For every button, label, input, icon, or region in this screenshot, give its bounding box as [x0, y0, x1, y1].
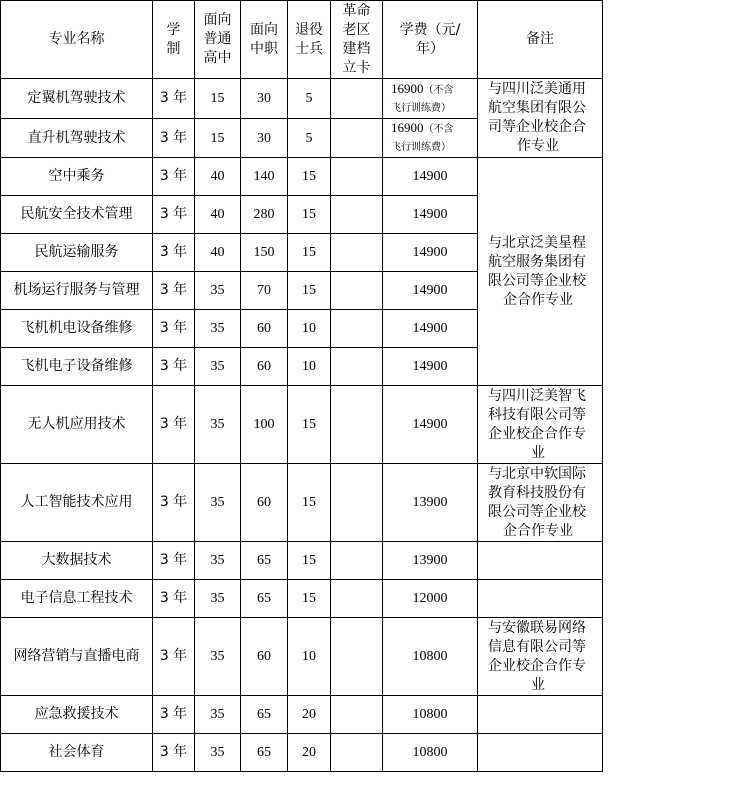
- highschool-quota: 35: [195, 542, 241, 580]
- oldarea-quota: [331, 348, 383, 386]
- veteran-quota: 5: [288, 119, 331, 158]
- oldarea-quota: [331, 696, 383, 734]
- vocational-quota: 65: [241, 734, 288, 772]
- highschool-quota: 40: [195, 196, 241, 234]
- highschool-quota: 35: [195, 386, 241, 464]
- veteran-quota: 10: [288, 618, 331, 696]
- header-duration: 学制: [153, 1, 195, 79]
- fee-note-cont: 飞行训练费）: [391, 142, 451, 153]
- duration-cell: 3 年: [153, 310, 195, 348]
- duration-cell: 3 年: [153, 618, 195, 696]
- header-highschool: 面向普通高中: [195, 1, 241, 79]
- remark-cell: 与北京中软国际 教育科技股份有 限公司等企业校 企合作专业: [478, 464, 603, 542]
- veteran-quota: 20: [288, 734, 331, 772]
- veteran-quota: 15: [288, 580, 331, 618]
- oldarea-quota: [331, 196, 383, 234]
- veteran-quota: 15: [288, 234, 331, 272]
- highschool-quota: 35: [195, 348, 241, 386]
- vocational-quota: 100: [241, 386, 288, 464]
- oldarea-quota: [331, 618, 383, 696]
- fee-cell: 13900: [383, 464, 478, 542]
- highschool-quota: 35: [195, 464, 241, 542]
- major-name: 空中乘务: [1, 158, 153, 196]
- oldarea-quota: [331, 272, 383, 310]
- table-row: [1, 618, 603, 696]
- highschool-quota: 35: [195, 310, 241, 348]
- oldarea-quota: [331, 580, 383, 618]
- table-row: [1, 158, 603, 196]
- major-name: 民航运输服务: [1, 234, 153, 272]
- fee-cell: 14900: [383, 158, 478, 196]
- major-name: 大数据技术: [1, 542, 153, 580]
- vocational-quota: 70: [241, 272, 288, 310]
- major-name: 飞机电子设备维修: [1, 348, 153, 386]
- major-name: 应急救援技术: [1, 696, 153, 734]
- fee-cell: [383, 79, 478, 119]
- header-oldarea: 革命老区建档立卡: [331, 1, 383, 79]
- highschool-quota: 15: [195, 79, 241, 119]
- major-name: 机场运行服务与管理: [1, 272, 153, 310]
- major-name: 人工智能技术应用: [1, 464, 153, 542]
- fee-cell: 14900: [383, 272, 478, 310]
- duration-cell: 3 年: [153, 348, 195, 386]
- fee-cell: 10800: [383, 734, 478, 772]
- veteran-quota: 20: [288, 696, 331, 734]
- table-row: [1, 542, 603, 580]
- vocational-quota: 65: [241, 580, 288, 618]
- major-name: 社会体育: [1, 734, 153, 772]
- fee-cell: 12000: [383, 580, 478, 618]
- highschool-quota: 35: [195, 618, 241, 696]
- veteran-quota: 15: [288, 158, 331, 196]
- duration-cell: 3 年: [153, 542, 195, 580]
- veteran-quota: 15: [288, 196, 331, 234]
- fee-amount: 16900: [391, 80, 424, 96]
- header-major: 专业名称: [1, 1, 153, 79]
- fee-note-cont: 飞行训练费）: [391, 102, 451, 114]
- veteran-quota: 10: [288, 348, 331, 386]
- duration-cell: 3 年: [153, 386, 195, 464]
- fee-cell: 14900: [383, 386, 478, 464]
- header-row: [1, 1, 603, 79]
- highschool-quota: 40: [195, 158, 241, 196]
- highschool-quota: 15: [195, 119, 241, 158]
- fee-note: （不含: [423, 124, 454, 135]
- oldarea-quota: [331, 386, 383, 464]
- remark-cell: 与四川泛美通用 航空集团有限公 司等企业校企合 作专业: [478, 79, 603, 158]
- highschool-quota: 35: [195, 696, 241, 734]
- duration-cell: 3 年: [153, 79, 195, 119]
- veteran-quota: 15: [288, 542, 331, 580]
- duration-cell: 3 年: [153, 580, 195, 618]
- vocational-quota: 140: [241, 158, 288, 196]
- oldarea-quota: [331, 464, 383, 542]
- table-row: [1, 580, 603, 618]
- oldarea-quota: [331, 234, 383, 272]
- remark-cell-empty: [478, 542, 603, 580]
- fee-cell: 13900: [383, 542, 478, 580]
- table-row: [1, 464, 603, 542]
- fee-note: （不含: [423, 84, 454, 96]
- duration-cell: 3 年: [153, 734, 195, 772]
- fee-cell: 10800: [383, 618, 478, 696]
- table-row: [1, 696, 603, 734]
- vocational-quota: 65: [241, 696, 288, 734]
- remark-cell: 与安徽联易网络 信息有限公司等 企业校企合作专 业: [478, 618, 603, 696]
- fee-cell: 14900: [383, 234, 478, 272]
- remark-cell: 与北京泛美星程 航空服务集团有 限公司等企业校 企合作专业: [478, 158, 603, 386]
- vocational-quota: 30: [241, 119, 288, 158]
- oldarea-quota: [331, 119, 383, 158]
- major-name: 电子信息工程技术: [1, 580, 153, 618]
- table-row: [1, 734, 603, 772]
- remark-cell: 与四川泛美智飞 科技有限公司等 企业校企合作专 业: [478, 386, 603, 464]
- oldarea-quota: [331, 79, 383, 119]
- header-fee: 学费（元/年）: [383, 1, 478, 79]
- highschool-quota: 35: [195, 272, 241, 310]
- major-name: 无人机应用技术: [1, 386, 153, 464]
- veteran-quota: 5: [288, 79, 331, 119]
- major-name: 飞机机电设备维修: [1, 310, 153, 348]
- header-vocational: 面向中职: [241, 1, 288, 79]
- fee-cell: 10800: [383, 696, 478, 734]
- duration-cell: 3 年: [153, 119, 195, 158]
- remark-cell-empty: [478, 696, 603, 734]
- highschool-quota: 35: [195, 580, 241, 618]
- vocational-quota: 30: [241, 79, 288, 119]
- fee-cell: [383, 119, 478, 158]
- vocational-quota: 60: [241, 310, 288, 348]
- duration-cell: 3 年: [153, 196, 195, 234]
- oldarea-quota: [331, 734, 383, 772]
- highschool-quota: 35: [195, 734, 241, 772]
- vocational-quota: 60: [241, 464, 288, 542]
- vocational-quota: 280: [241, 196, 288, 234]
- major-name: 民航安全技术管理: [1, 196, 153, 234]
- remark-cell-empty: [478, 580, 603, 618]
- veteran-quota: 15: [288, 386, 331, 464]
- oldarea-quota: [331, 310, 383, 348]
- vocational-quota: 150: [241, 234, 288, 272]
- fee-amount: 16900: [391, 120, 424, 135]
- table-row: [1, 386, 603, 464]
- duration-cell: 3 年: [153, 696, 195, 734]
- oldarea-quota: [331, 158, 383, 196]
- vocational-quota: 60: [241, 618, 288, 696]
- oldarea-quota: [331, 542, 383, 580]
- major-name: 直升机驾驶技术: [1, 119, 153, 158]
- fee-cell: 14900: [383, 196, 478, 234]
- duration-cell: 3 年: [153, 272, 195, 310]
- remark-cell-empty: [478, 734, 603, 772]
- duration-cell: 3 年: [153, 234, 195, 272]
- duration-cell: 3 年: [153, 464, 195, 542]
- table-row: [1, 79, 603, 119]
- highschool-quota: 40: [195, 234, 241, 272]
- vocational-quota: 65: [241, 542, 288, 580]
- veteran-quota: 10: [288, 310, 331, 348]
- veteran-quota: 15: [288, 464, 331, 542]
- major-name: 定翼机驾驶技术: [1, 79, 153, 119]
- vocational-quota: 60: [241, 348, 288, 386]
- major-name: 网络营销与直播电商: [1, 618, 153, 696]
- header-remark: 备注: [478, 1, 603, 79]
- header-veteran: 退役士兵: [288, 1, 331, 79]
- duration-cell: 3 年: [153, 158, 195, 196]
- fee-cell: 14900: [383, 348, 478, 386]
- veteran-quota: 15: [288, 272, 331, 310]
- fee-cell: 14900: [383, 310, 478, 348]
